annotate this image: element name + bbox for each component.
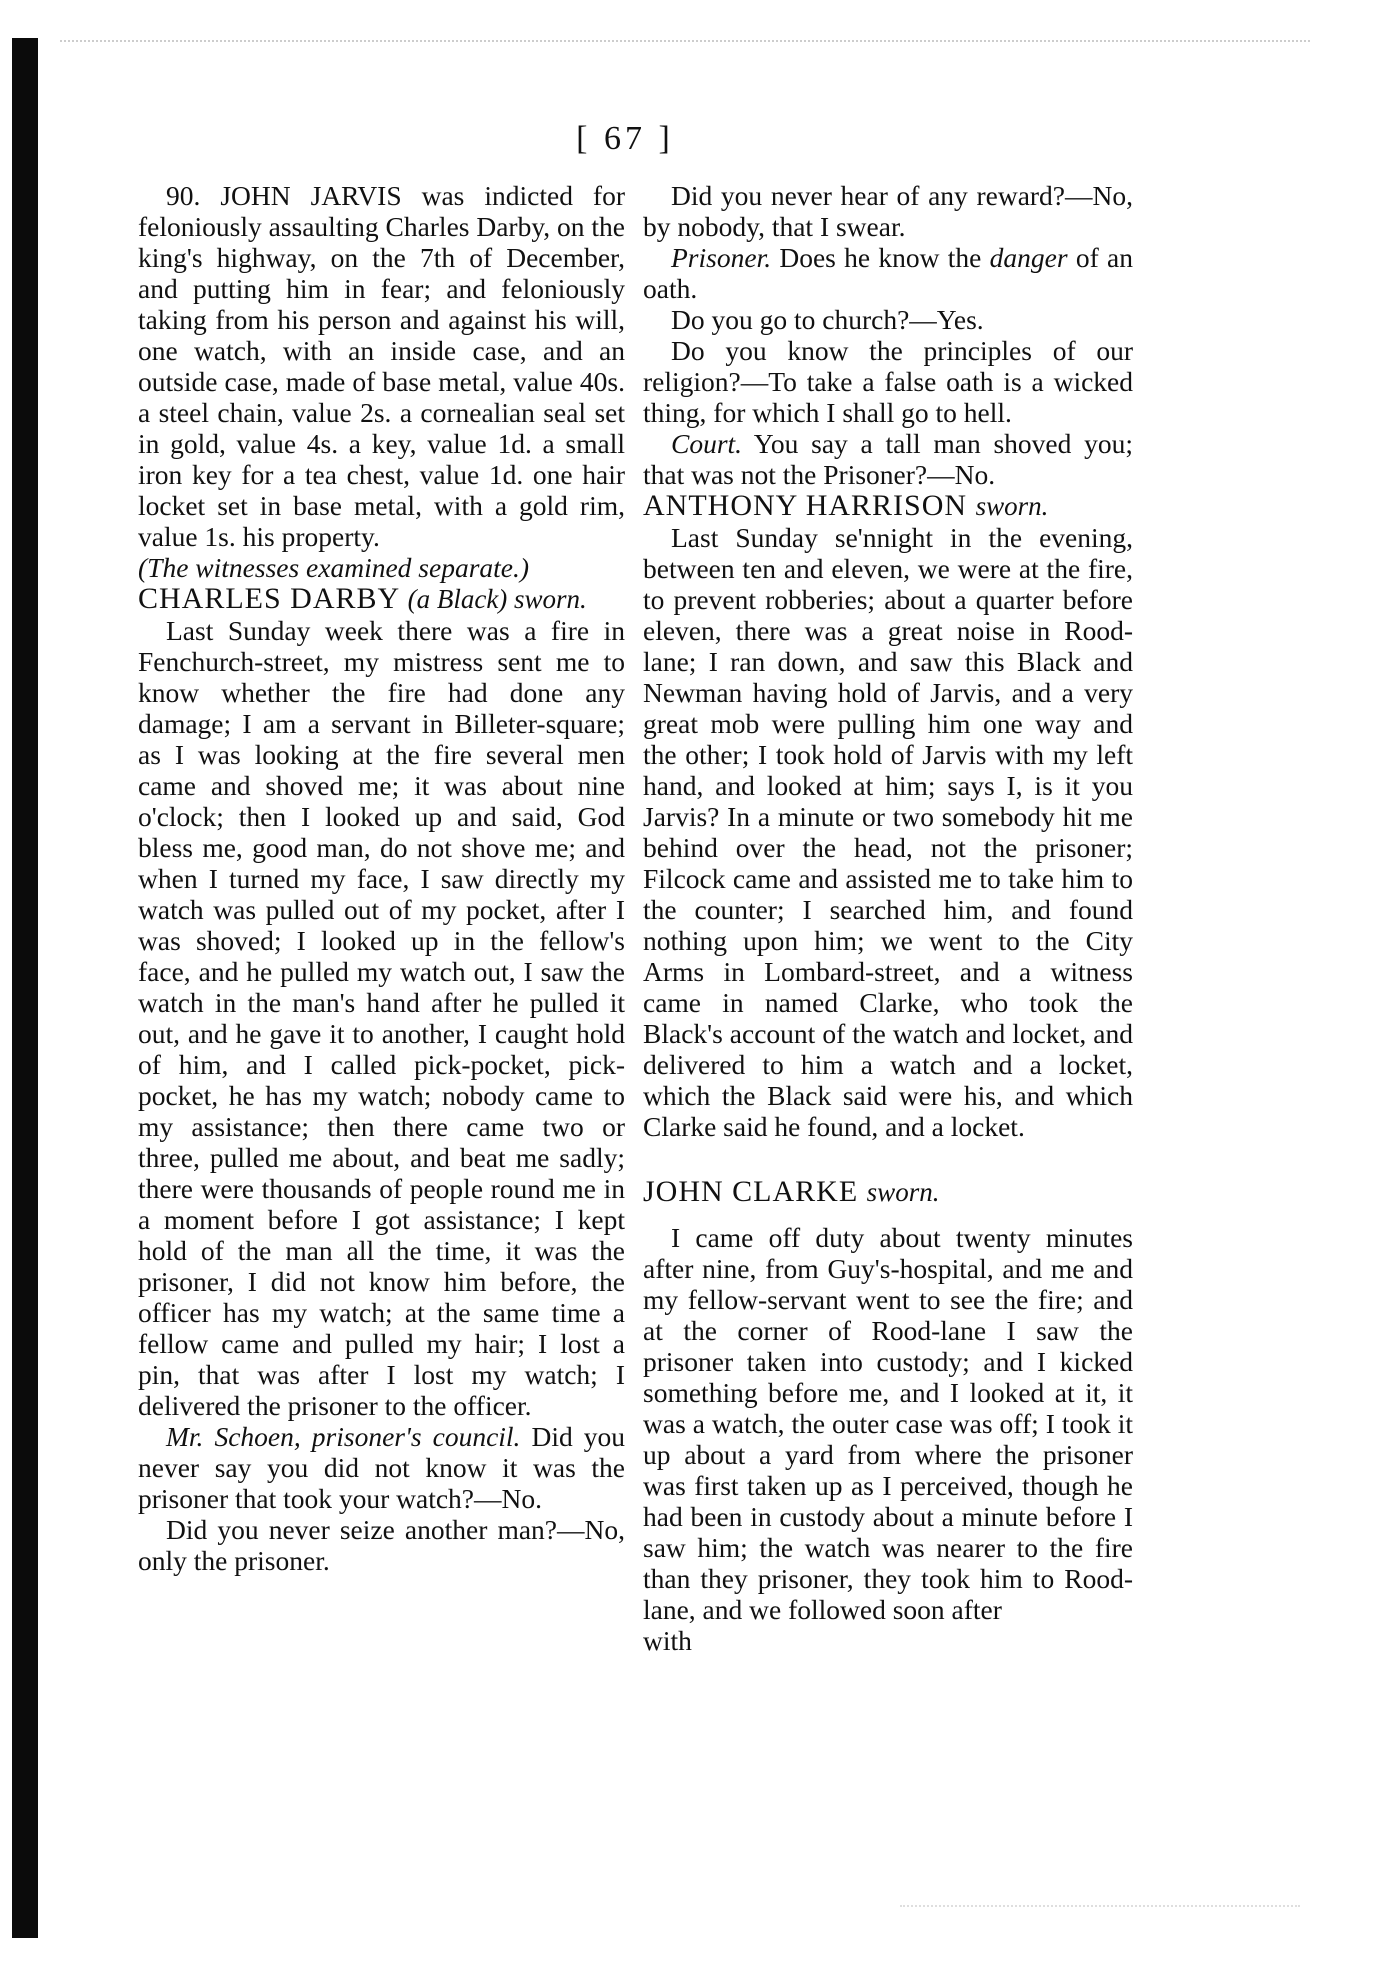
court-question-text: You say a tall man shoved you; that was not the Prisoner?—No. xyxy=(643,428,1133,490)
darby-testimony: Last Sunday week there was a fire in Fenchurch-street, my mistress sent me to know whether the fire had done any damage; I am a servant in Billeter-square; as I was looking at the fire several men came and shoved me; it was about nine o'clock; then I looked up and said, God bless me, good man, do not shove me; and when I turned my face, I saw directly my watch was pulled out of my pocket, after I was shoved; I looked up in the fellow's face, and he pulled my watch out, I saw the watch in the man's hand after he pulled it out, and he gave it to another, I caught hold of him, and I called pick-pocket, pick-pocket, he has my watch; nobody came to my assistance; then there came two or three, pulled me about, and beat me sadly; there were thousands of people round me in a moment before I got assistance; I kept hold of the man all the time, it was the prisoner, I did not know him before, the officer has my watch; at the same time a fellow came and pulled my hair; I lost a pin, that was after I lost my watch; I delivered the prisoner to the officer. xyxy=(138,615,625,1421)
catchword: with xyxy=(643,1625,692,1656)
counsel-speaker: Mr. Schoen, prisoner's council. xyxy=(166,1421,521,1452)
indictment-paragraph: 90. JOHN JARVIS was indicted for feloniously assaulting Charles Darby, on the king's highway, on the 7th of December, and putting him in fear; and feloniously taking from his person and against his will, one watch, with an inside case, and an outside case, made of base metal, value 40s. a steel chain, value 2s. a cornealian seal set in gold, value 4s. a key, value 1d. a small iron key for a tea chest, value 1d. one hair locket set in base metal, with a gold rim, value 1s. his property. xyxy=(138,180,626,552)
question-paragraph: Do you go to church?—Yes. xyxy=(671,304,984,335)
prisoner-question xyxy=(643,242,1133,304)
witness-name: ANTHONY HARRISON xyxy=(643,489,968,522)
prisoner-speaker: Prisoner. xyxy=(671,242,772,273)
counsel-question xyxy=(138,1421,625,1514)
counsel-question-text: Did you never say you did not know it was the prisoner that took your watch?—No. xyxy=(138,1421,626,1514)
prisoner-question-pre: Does he know the xyxy=(779,242,990,273)
witness-heading-harrison xyxy=(643,490,1133,522)
page-number: [ 67 ] xyxy=(576,120,674,157)
court-speaker: Court. xyxy=(671,428,743,459)
question-paragraph: Do you know the principles of our religion?—To take a false oath is a wicked thing, for which I shall go to hell. xyxy=(643,335,1133,428)
witnesses-note: (The witnesses examined separate.) xyxy=(138,552,530,583)
question-paragraph: Did you never hear of any reward?—No, by nobody, that I swear. xyxy=(643,180,1133,242)
harrison-testimony: Last Sunday se'nnight in the evening, between ten and eleven, we were at the fire, to prevent robberies; about a quarter before eleven, there was a great noise in Rood-lane; I ran down, and saw this Black and Newman having hold of Jarvis, and a very great mob were pulling him one way and the other; I took hold of Jarvis with my left hand, and looked at him; says I, is it you Jarvis? In a minute or two somebody hit me behind over the head, not the prisoner; Filcock came and assisted me to take him to the counter; I searched him, and found nothing upon him; we went to the City Arms in Lombard-street, and a witness came in named Clarke, who took the Black's account of the watch and locket, and delivered to him a watch and a locket, which the Black said were his, and which Clarke said he found, and a locket. xyxy=(643,522,1133,1142)
left-column xyxy=(138,180,625,1576)
prisoner-question-emphasis: danger xyxy=(989,242,1068,273)
witness-sworn-tag: sworn. xyxy=(975,491,1049,521)
scan-noise-top xyxy=(60,40,1310,54)
witness-sworn-tag: sworn. xyxy=(866,1177,940,1207)
question-paragraph: Did you never seize another man?—No, only the prisoner. xyxy=(138,1514,625,1576)
binding-edge xyxy=(12,38,38,1938)
witness-name: JOHN CLARKE xyxy=(643,1175,859,1208)
scan-noise-bottom xyxy=(900,1905,1300,1917)
clarke-testimony: I came off duty about twenty minutes after nine, from Guy's-hospital, and me and my fellow-servant went to see the fire; and at the corner of Rood-lane I saw the prisoner taken into custody; and I kicked something before me, and I looked at it, it was a watch, the outer case was off; I took it up about a yard from where the prisoner was first taken up as I perceived, though he had been in custody about a minute before I saw him; the watch was nearer to the fire than they prisoner, they took him to Rood-lane, and we followed soon after xyxy=(643,1222,1133,1625)
court-question xyxy=(643,428,1133,490)
witness-name: CHARLES DARBY xyxy=(138,582,400,615)
right-column xyxy=(643,180,1133,1656)
witness-sworn-tag: (a Black) sworn. xyxy=(407,584,587,614)
witness-heading-darby xyxy=(138,583,625,615)
prisoner-question-post: of an oath. xyxy=(643,242,1133,304)
witness-heading-clarke xyxy=(643,1176,1133,1208)
